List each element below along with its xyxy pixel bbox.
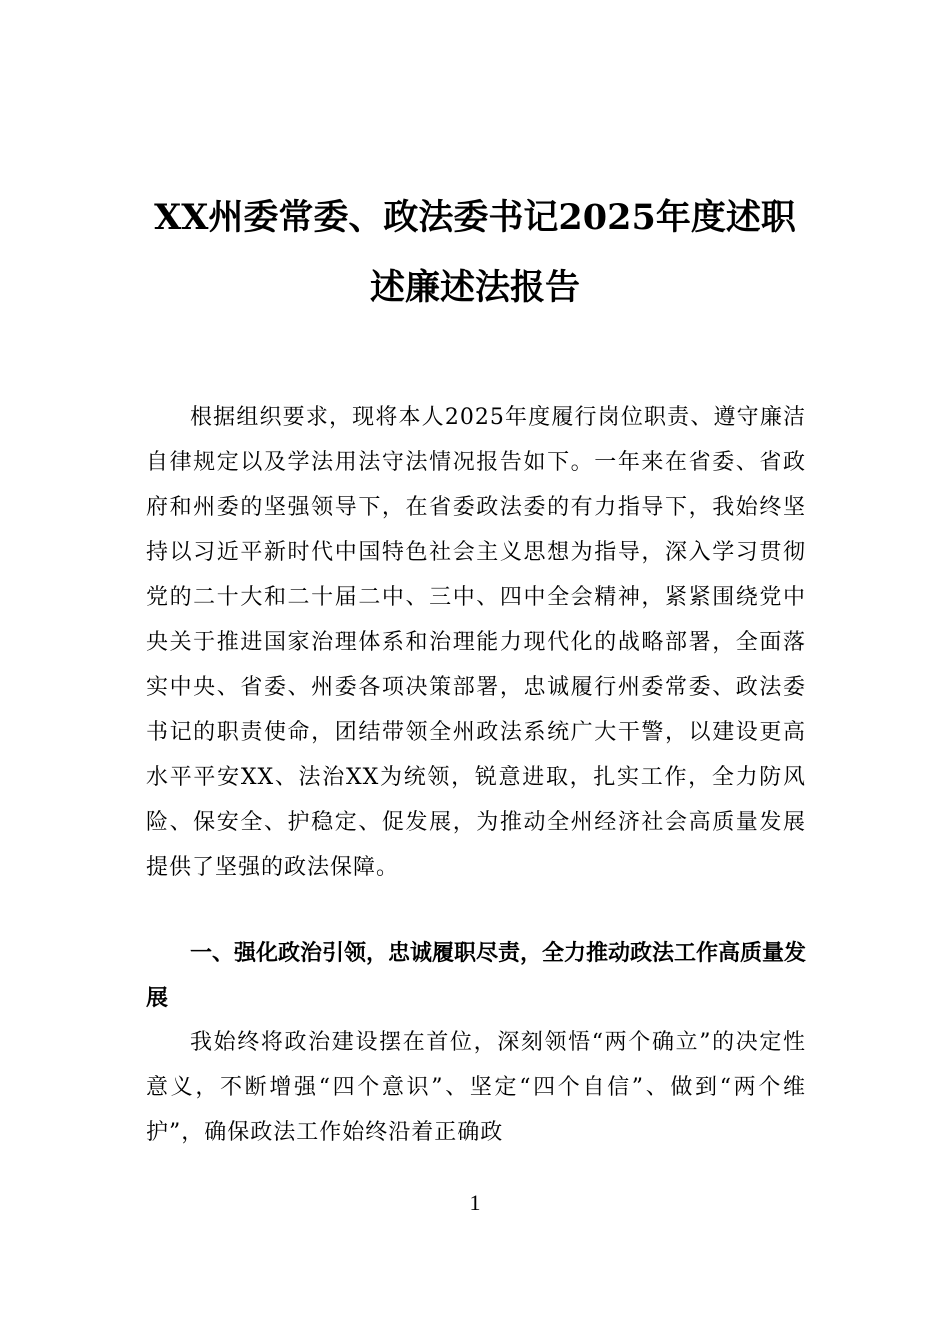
- section-1-paragraph: 我始终将政治建设摆在首位，深刻领悟“两个确立”的决定性意义，不断增强“四个意识”、坚定“四个自信”、做到“两个维护”，确保政法工作始终沿着正确政: [146, 1030, 806, 1145]
- document-title-line-2: 述廉述法报告: [369, 267, 580, 308]
- section-heading-1: 一、强化政治引领，忠诚履职尽责，全力推动政法工作高质量发展: [146, 941, 807, 1011]
- document-title-line-1: XX州委常委、政法委书记2025年度述职: [154, 197, 796, 238]
- intro-paragraph: 根据组织要求，现将本人2025年度履行岗位职责、遵守廉洁自律规定以及学法用法守法情况报告如下。一年来在省委、省政府和州委的坚强领导下，在省委政法委的有力指导下，我始终坚持以习近平新时代中国特色社会主义思想为指导，深入学习贯彻党的二十大和二十届二中、三中、四中全会精神，紧紧围绕党中央关于推进国家治理体系和治理能力现代化的战略部署，全面落实中央、省委、州委各项决策部署，忠诚履行州委常委、政法委书记的职责使命，团结带领全州政法系统广大干警，以建设更高水平平安XX、法治XX为统领，锐意进取，扎实工作，全力防风险、保安全、护稳定、促发展，为推动全州经济社会高质量发展提供了坚强的政法保障。: [146, 405, 806, 880]
- page-number: 1: [469, 1190, 481, 1215]
